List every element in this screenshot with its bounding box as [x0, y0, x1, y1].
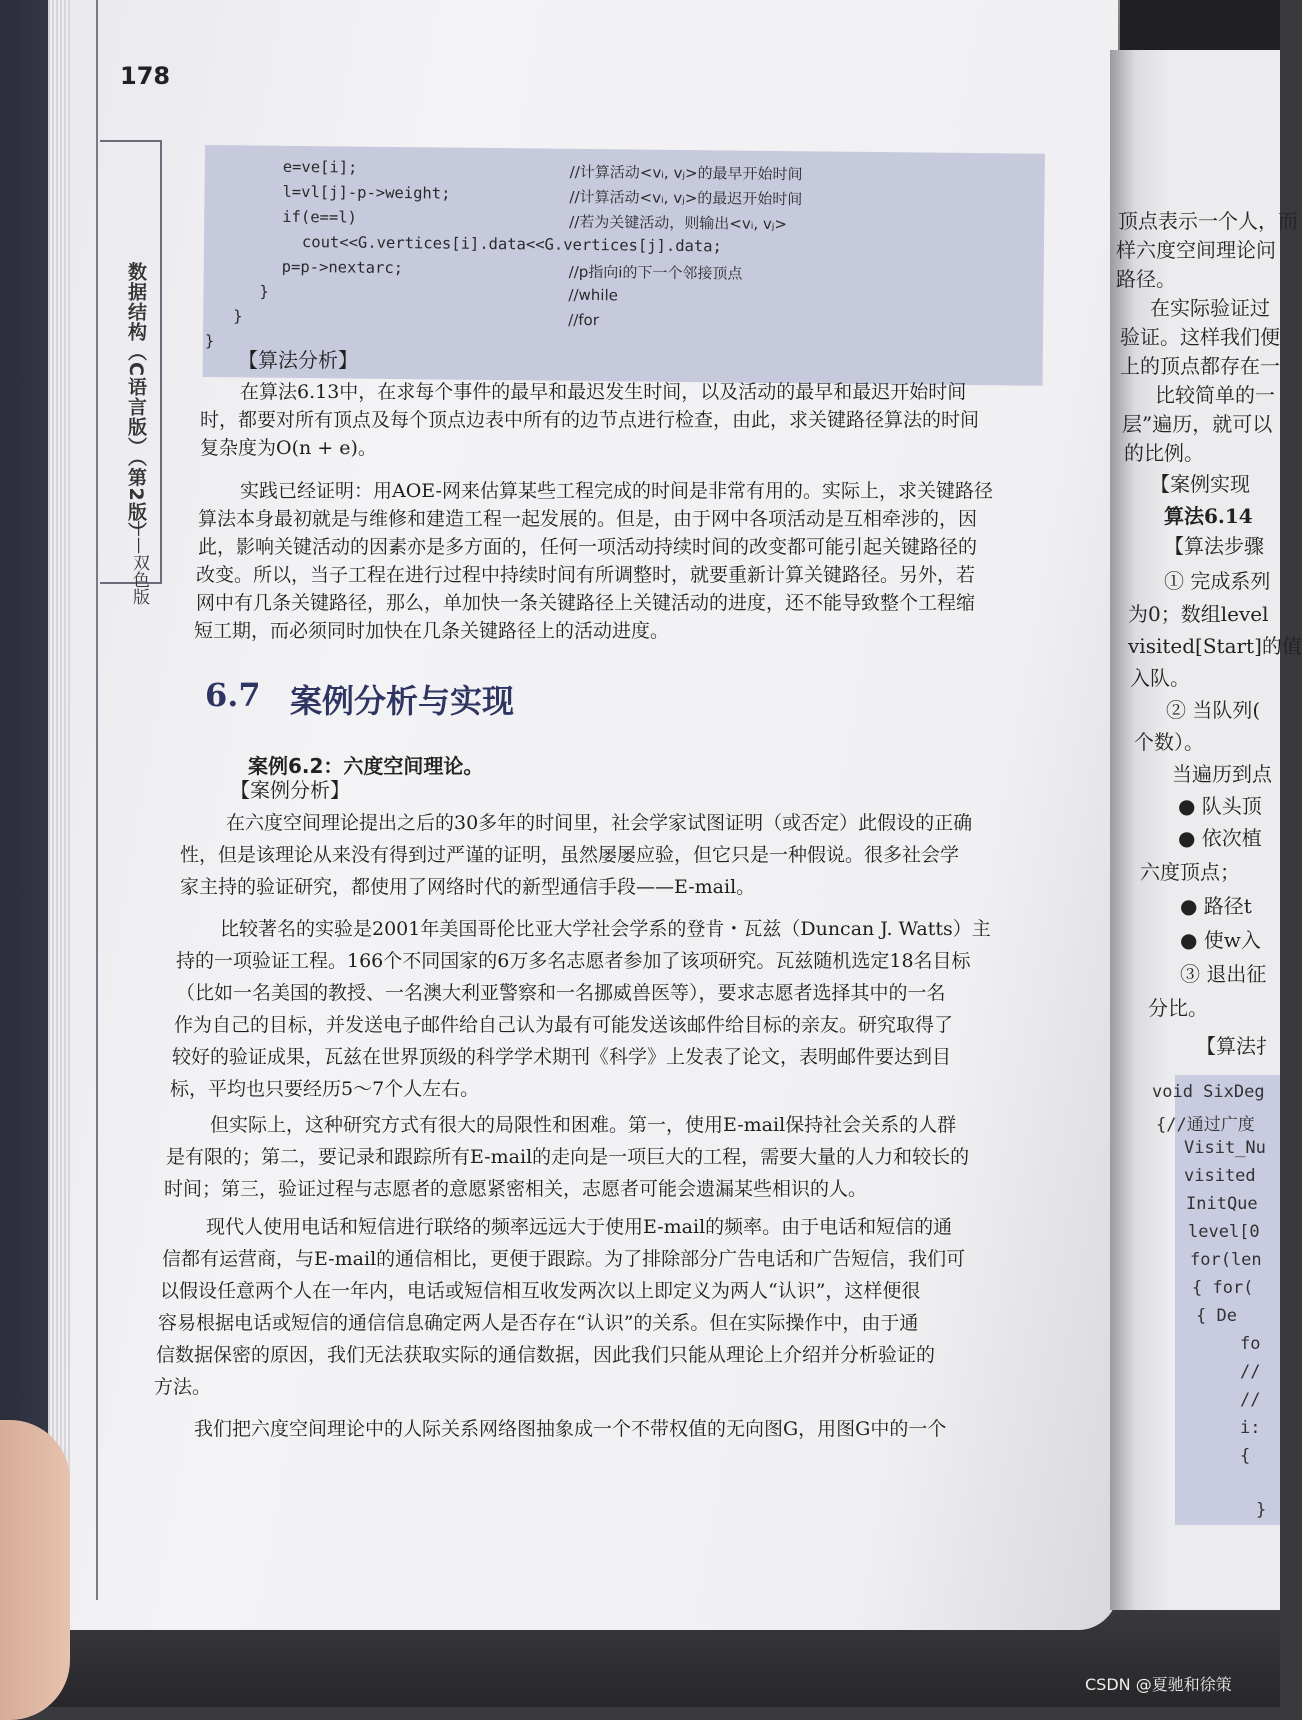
code-comment: //若为关键活动，则输出<vᵢ, vⱼ> [569, 212, 788, 234]
right-text-line: ③ 退出征 [1180, 962, 1267, 986]
section-label-case-analysis: 【案例分析】 [230, 778, 350, 802]
paragraph-line: 较好的验证成果，瓦兹在世界顶级的科学学术期刊《科学》上发表了论文，表明邮件要达到目 [172, 1046, 952, 1068]
code-line: cout<<G.vertices[i].data<<G.vertices[j].data; [301, 233, 722, 256]
paragraph-line: 网中有几条关键路径，那么，单加快一条关键路径上关键活动的进度，还不能导致整个工程缩 [196, 592, 976, 614]
right-code-line: void SixDeg [1152, 1082, 1265, 1102]
paragraph-line: 在六度空间理论提出之后的30多年的时间里，社会学家试图证明（或否定）此假设的正确 [226, 812, 973, 834]
paragraph-line: 标，平均也只要经历5～7个人左右。 [170, 1078, 480, 1100]
right-text-line: ● 依次植 [1178, 826, 1262, 850]
right-text-line: 的比例。 [1124, 441, 1204, 465]
right-text-line: ② 当队列( [1166, 698, 1261, 722]
right-text-line: 在实际验证过 [1150, 296, 1270, 320]
paragraph-line: 是有限的；第二，要记录和跟踪所有E-mail的走向是一项巨大的工程，需要大量的人力和较长的 [166, 1146, 970, 1168]
paragraph-line: 我们把六度空间理论中的人际关系网络图抽象成一个不带权值的无向图G，用图G中的一个 [194, 1418, 947, 1440]
paragraph-line: 实践已经证明：用AOE-网来估算某些工程完成的时间是非常有用的。实际上，求关键路径 [240, 480, 993, 502]
paragraph-line: 容易根据电话或短信的通信信息确定两人是否存在“认识”的关系。但在实际操作中，由于通 [158, 1312, 919, 1334]
code-comment: //计算活动<vᵢ, vⱼ>的最早开始时间 [569, 162, 803, 184]
code-line: l=vl[j]-p->weight; [282, 182, 451, 203]
code-line: p=p->nextarc; [281, 257, 404, 278]
paragraph-line: 短工期，而必须同时加快在几条关键路径上的活动进度。 [194, 620, 670, 642]
right-text-line: 个数）。 [1134, 730, 1204, 754]
right-text-line: 比较简单的一 [1155, 383, 1275, 407]
right-code-line: } [1256, 1500, 1267, 1520]
right-text-line: ① 完成系列 [1164, 569, 1271, 593]
paragraph-line: 算法本身最初就是与维修和建造工程一起发展的。但是，由于网中各项活动是互相牵涉的，因 [198, 508, 978, 530]
right-text-line: 算法6.14 [1164, 504, 1253, 528]
page-stack-edge [48, 0, 70, 1630]
right-text-line: 六度顶点； [1140, 860, 1240, 884]
section-number: 6.7 [205, 676, 261, 714]
code-line: e=ve[i]; [282, 157, 358, 177]
paragraph-line: 时，都要对所有顶点及每个顶点边表中所有的边节点进行检查，由此，求关键路径算法的时间 [200, 409, 980, 431]
right-text-line: 【算法扌 [1196, 1034, 1276, 1058]
paragraph-line: 作为自己的目标，并发送电子邮件给自己认为最有可能发送该邮件给目标的亲友。研究取得了 [174, 1014, 954, 1036]
right-code-line: { [1240, 1446, 1251, 1466]
right-text-line: 【案例实现 [1150, 472, 1250, 496]
paragraph-line: （比如一名美国的教授、一名澳大利亚警察和一名挪威兽医等），要求志愿者选择其中的一名 [176, 982, 946, 1004]
paragraph-line: 比较著名的实验是2001年美国哥伦比亚大学社会学系的登肯・瓦兹（Duncan J. Watts）主 [220, 918, 991, 940]
right-code-line: Visit_Nu [1184, 1138, 1266, 1158]
paragraph-line: 但实际上，这种研究方式有很大的局限性和困难。第一，使用E-mail保持社会关系的人群 [210, 1114, 957, 1136]
code-comment: //for [568, 310, 600, 330]
right-code-line: {//通过广度 [1156, 1115, 1255, 1135]
case-title: 案例6.2：六度空间理论。 [248, 754, 484, 778]
book-edition-vertical: ——双色版 [129, 520, 149, 605]
code-comment: //while [568, 285, 618, 305]
code-line: } [204, 332, 215, 351]
right-code-line: for(len [1190, 1250, 1262, 1270]
paragraph-line: 改变。所以，当子工程在进行过程中持续时间有所调整时，就要重新计算关键路径。另外，若 [196, 564, 976, 586]
paragraph-line: 方法。 [154, 1376, 212, 1398]
paragraph-line: 性，但是该理论从来没有得到过严谨的证明，虽然屡屡应验，但它只是一种假说。很多社会学 [180, 844, 960, 866]
watermark: CSDN @夏驰和徐策 [1085, 1675, 1232, 1694]
right-text-line: 顶点表示一个人，而 [1118, 209, 1298, 233]
right-text-line: ● 使w入 [1180, 928, 1261, 952]
code-line: if(e==l) [282, 207, 357, 227]
right-code-line: { De [1196, 1306, 1237, 1326]
paragraph-line: 信数据保密的原因，我们无法获取实际的通信数据，因此我们只能从理论上介绍并分析验证的 [156, 1344, 936, 1366]
right-text-line: 样六度空间理论问 [1116, 238, 1276, 262]
finger-photo-element [0, 1420, 70, 1720]
right-code-line: fo [1240, 1334, 1261, 1354]
right-code-line: // [1240, 1362, 1261, 1382]
paragraph-line: 现代人使用电话和短信进行联络的频率远远大于使用E-mail的频率。由于电话和短信的通 [206, 1216, 953, 1238]
right-text-line: 验证。这样我们便 [1120, 325, 1280, 349]
paragraph-line: 以假设任意两个人在一年内，电话或短信相互收发两次以上即定义为两人“认识”，这样便很 [160, 1280, 921, 1302]
right-code-line: // [1240, 1390, 1261, 1410]
right-text-line: ● 路径t [1180, 894, 1252, 918]
right-text-line: 路径。 [1116, 267, 1176, 291]
right-text-line: 当遍历到点 [1172, 762, 1272, 786]
paragraph-line: 复杂度为O(n + e)。 [200, 437, 377, 459]
paragraph-line: 时间；第三，验证过程与志愿者的意愿紧密相关，志愿者可能会遗漏某些相识的人。 [164, 1178, 868, 1200]
right-code-line: i: [1240, 1418, 1261, 1438]
paragraph-line: 持的一项验证工程。166个不同国家的6万多名志愿者参加了该项研究。瓦兹随机选定18名目标 [176, 950, 971, 972]
code-line: } [259, 282, 269, 301]
section-label-analysis: 【算法分析】 [238, 348, 358, 372]
right-code-line: { for( [1192, 1278, 1254, 1298]
paragraph-line: 此，影响关键活动的因素亦是多方面的，任何一项活动持续时间的改变都可能引起关键路径的 [198, 536, 978, 558]
paragraph-line: 家主持的验证研究，都使用了网络时代的新型通信手段——E-mail。 [180, 876, 756, 898]
right-text-line: 为0；数组level [1128, 602, 1269, 626]
paragraph-line: 信都有运营商，与E-mail的通信相比，更便于跟踪。为了排除部分广告电话和广告短信，我们可 [162, 1248, 966, 1270]
section-title: 案例分析与实现 [290, 682, 515, 720]
book-title-vertical: 数据结构（C语言版）（第2版） [125, 262, 147, 542]
right-text-line: visited[Start]的值 [1128, 634, 1302, 658]
right-text-line: ● 队头顶 [1178, 794, 1262, 818]
margin-rule [96, 0, 98, 1600]
right-text-line: 上的顶点都存在一 [1120, 354, 1280, 378]
right-text-line: 层”遍历，就可以 [1122, 412, 1273, 436]
code-line: } [233, 307, 243, 326]
right-text-line: 【算法步骤 [1164, 534, 1264, 558]
code-comment: //计算活动<vᵢ, vⱼ>的最迟开始时间 [569, 187, 803, 209]
right-text-line: 入队。 [1130, 666, 1190, 690]
right-code-line: level[0 [1188, 1222, 1260, 1242]
page-number: 178 [120, 62, 171, 90]
right-text-line: 分比。 [1148, 996, 1208, 1020]
paragraph-line: 在算法6.13中，在求每个事件的最早和最迟发生时间，以及活动的最早和最迟开始时间 [240, 381, 967, 403]
right-code-line: InitQue [1186, 1194, 1258, 1214]
right-code-line: visited [1184, 1166, 1256, 1186]
code-comment: //p指向i的下一个邻接顶点 [568, 262, 743, 283]
